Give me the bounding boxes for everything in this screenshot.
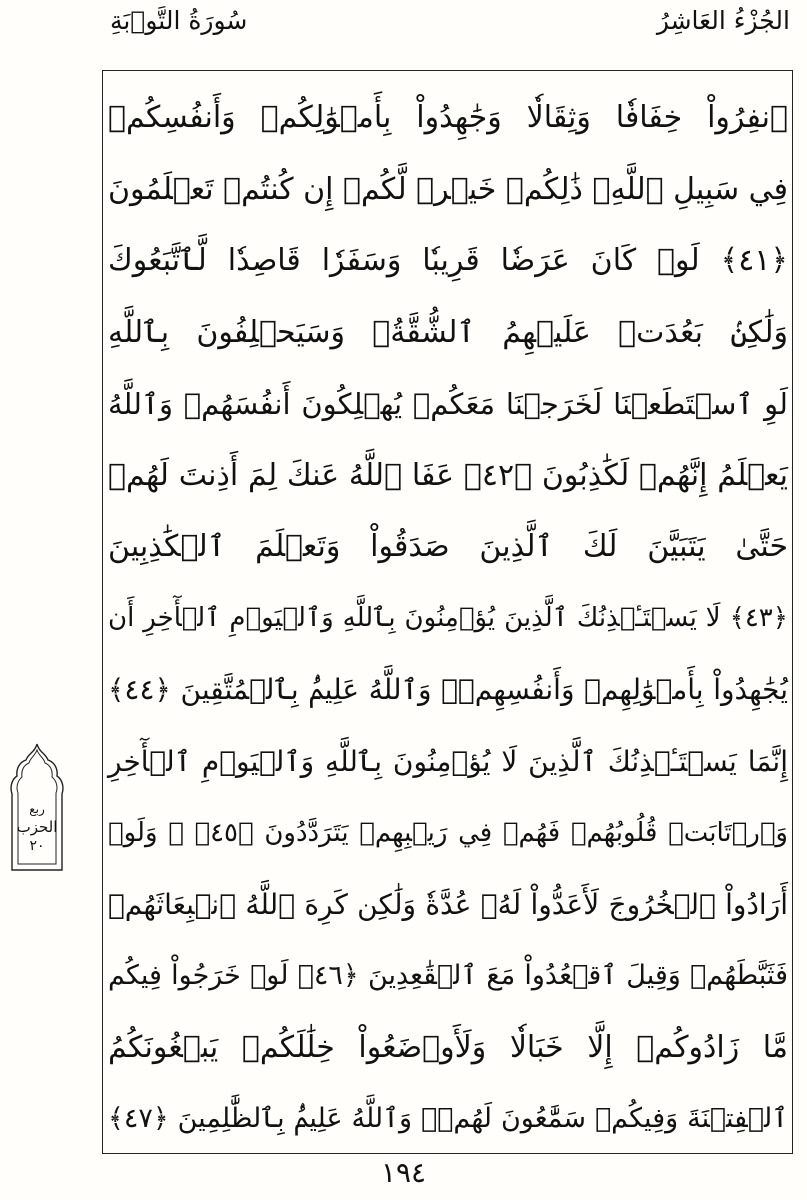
text-line: أَرَادُواْ ٱلۡخُرُوجَ لَأَعَدُّواْ لَهُۥ عُدَّةٗ وَلَٰكِن كَرِهَ ٱللَّهُ ٱنۢبِعَاثَهُمۡ [108,887,788,921]
text-line: يَعۡلَمُ إِنَّهُمۡ لَكَٰذِبُونَ ﴿٤٢﴾ عَفَا ٱللَّهُ عَنكَ لِمَ أَذِنتَ لَهُمۡ [108,457,788,493]
text-line: فَثَبَّطَهُمۡ وَقِيلَ ٱقۡعُدُواْ مَعَ ٱلۡقَٰعِدِينَ ﴿٤٦﴾ لَوۡ خَرَجُواْ فِيكُم [108,960,788,992]
text-line: إِنَّمَا يَسۡتَـٔۡذِنُكَ ٱلَّذِينَ لَا يُؤۡمِنُونَ بِٱللَّهِ وَٱلۡيَوۡمِ ٱلۡأٓخِرِ [108,744,788,778]
hizb-number: ٢٠ [29,838,45,854]
page-number: ١٩٤ [380,1156,427,1189]
hizb-marker [8,742,66,872]
text-line: ٱلۡفِتۡنَةَ وَفِيكُمۡ سَمَّٰعُونَ لَهُمۡۗ وَٱللَّهُ عَلِيمُۢ بِٱلظَّٰلِمِينَ ﴿٤٧﴾ [108,1103,788,1135]
text-line: وَلَٰكِنۢ بَعُدَتۡ عَلَيۡهِمُ ٱلشُّقَّةُۚ وَسَيَحۡلِفُونَ بِٱللَّهِ [108,314,788,350]
quran-text [108,82,788,1155]
text-line: يُجَٰهِدُواْ بِأَمۡوَٰلِهِمۡ وَأَنفُسِهِمۡۗ وَٱللَّهُ عَلِيمُۢ بِٱلۡمُتَّقِينَ ﴿٤٤﴾ [108,673,788,707]
hizb-label: الحزب [16,818,58,836]
surah-title: سُورَةُ التَّوۡبَةِ [110,6,248,35]
text-line: مَّا زَادُوكُمۡ إِلَّا خَبَالٗا وَلَأَوۡضَعُواْ خِلَٰلَكُمۡ يَبۡغُونَكُمُ [108,1029,788,1065]
text-line: لَوِ ٱسۡتَطَعۡنَا لَخَرَجۡنَا مَعَكُمۡ يُهۡلِكُونَ أَنفُسَهُمۡ وَٱللَّهُ [108,386,788,421]
text-line: فِي سَبِيلِ ٱللَّهِۚ ذَٰلِكُمۡ خَيۡرٞ لَّكُمۡ إِن كُنتُمۡ تَعۡلَمُونَ [108,171,788,207]
text-line: وَٱرۡتَابَتۡ قُلُوبُهُمۡ فَهُمۡ فِي رَيۡبِهِمۡ يَتَرَدَّدُونَ ﴿٤٥﴾ ۞ وَلَوۡ [108,817,788,848]
text-line: ﴿٤١﴾ لَوۡ كَانَ عَرَضٗا قَرِيبٗا وَسَفَرٗا قَاصِدٗا لَّٱتَّبَعُوكَ [108,243,788,279]
page-header [100,6,800,46]
text-line: حَتَّىٰ يَتَبَيَّنَ لَكَ ٱلَّذِينَ صَدَقُواْ وَتَعۡلَمَ ٱلۡكَٰذِبِينَ [108,529,788,565]
text-line: ٱنفِرُواْ خِفَافٗا وَثِقَالٗا وَجَٰهِدُواْ بِأَمۡوَٰلِكُمۡ وَأَنفُسِكُمۡ [108,100,788,136]
hizb-quarter-label: ربع [29,802,45,816]
text-line: ﴿٤٣﴾ لَا يَسۡتَـٔۡذِنُكَ ٱلَّذِينَ يُؤۡمِنُونَ بِٱللَّهِ وَٱلۡيَوۡمِ ٱلۡأٓخِرِ أَن [108,603,788,634]
juz-title: الجُزْءُ العَاشِرُ [656,6,790,35]
